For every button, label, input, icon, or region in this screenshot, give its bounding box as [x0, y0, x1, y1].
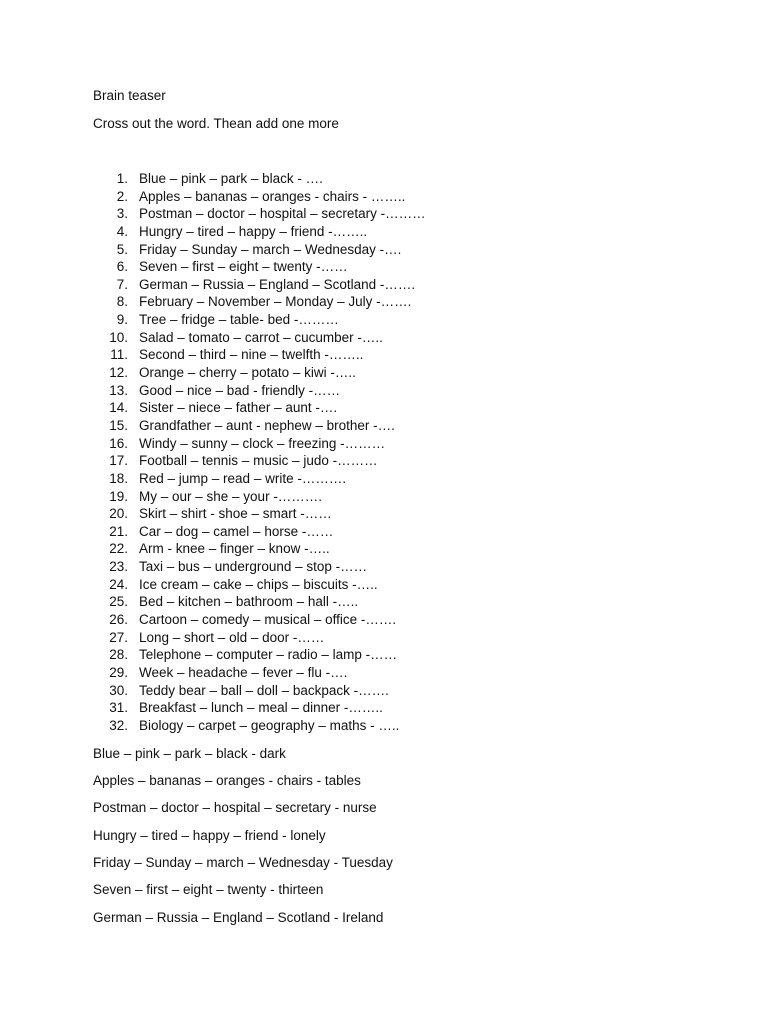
instruction-text: Cross out the word. Thean add one more: [93, 116, 339, 131]
list-item: [93, 329, 708, 347]
list-item: [93, 717, 708, 735]
list-item: [93, 576, 708, 594]
list-item-number: 18.: [109, 470, 128, 486]
list-item: [93, 435, 708, 453]
list-item: [93, 188, 708, 206]
list-item-text: February – November – Monday – July -…….: [139, 294, 412, 310]
list-item-number: 17.: [109, 453, 128, 469]
list-item-text: Postman – doctor – hospital – secretary -………: [139, 206, 426, 222]
list-item-text: Taxi – bus – underground – stop -……: [139, 559, 368, 575]
list-item: [93, 417, 708, 435]
list-item-text: Teddy bear – ball – doll – backpack -…….: [139, 682, 389, 698]
list-item-number: 31.: [109, 700, 128, 716]
list-item: [93, 646, 708, 664]
list-item-number: 4.: [116, 223, 128, 239]
list-item: [93, 664, 708, 682]
list-item-text: German – Russia – England – Scotland -…….: [139, 276, 416, 292]
list-item-number: 16.: [109, 435, 128, 451]
list-item-text: Hungry – tired – happy – friend -……..: [139, 223, 368, 239]
list-item: [93, 276, 708, 294]
list-item: [93, 699, 708, 717]
answer-line: Friday – Sunday – march – Wednesday - Tuesday: [93, 855, 393, 871]
list-item: [93, 629, 708, 647]
list-item-number: 5.: [116, 241, 128, 257]
list-item-text: Apples – bananas – oranges - chairs - ……..: [139, 188, 406, 204]
list-item-number: 21.: [109, 523, 128, 539]
list-item-number: 22.: [109, 541, 128, 557]
list-item-text: Biology – carpet – geography – maths - …..: [139, 717, 400, 733]
list-item-text: Orange – cherry – potato – kiwi -…..: [139, 365, 356, 381]
list-item-number: 1.: [116, 171, 128, 186]
answer-line: Postman – doctor – hospital – secretary - nurse: [93, 800, 377, 816]
list-item: [93, 205, 708, 223]
list-item-text: Breakfast – lunch – meal – dinner -……..: [139, 700, 383, 716]
document-page: [93, 87, 708, 936]
list-item-number: 27.: [109, 629, 128, 645]
list-item-text: My – our – she – your -……….: [139, 488, 323, 504]
list-item: [93, 170, 708, 188]
list-item-text: Arm - knee – finger – know -…..: [139, 541, 330, 557]
list-item-number: 23.: [109, 559, 128, 575]
list-item-number: 30.: [109, 682, 128, 698]
list-item-text: Ice cream – cake – chips – biscuits -…..: [139, 576, 378, 592]
list-item: [93, 399, 708, 417]
list-item-text: Tree – fridge – table- bed -………: [139, 312, 339, 328]
list-item-number: 8.: [116, 294, 128, 310]
list-item: [93, 346, 708, 364]
list-item: [93, 223, 708, 241]
list-item: [93, 311, 708, 329]
list-item-number: 12.: [109, 365, 128, 381]
list-item: [93, 452, 708, 470]
list-item: [93, 540, 708, 558]
list-item-text: Friday – Sunday – march – Wednesday -….: [139, 241, 402, 257]
list-item: [93, 523, 708, 541]
list-item-number: 20.: [109, 506, 128, 522]
answer-line: Seven – first – eight – twenty - thirteen: [93, 882, 324, 898]
list-item: [93, 488, 708, 506]
answer-line: Apples – bananas – oranges - chairs - tables: [93, 772, 361, 788]
list-item-text: Grandfather – aunt - nephew – brother -….: [139, 417, 395, 433]
list-item-text: Telephone – computer – radio – lamp -……: [139, 647, 398, 663]
list-item-number: 15.: [109, 417, 128, 433]
list-item-number: 6.: [116, 259, 128, 275]
list-item-text: Week – headache – fever – flu -….: [139, 664, 348, 680]
list-item-number: 28.: [109, 647, 128, 663]
list-item-number: 25.: [109, 594, 128, 610]
list-item-number: 7.: [116, 276, 128, 292]
list-item-text: Long – short – old – door -……: [139, 629, 325, 645]
answer-line: Blue – pink – park – black - dark: [93, 745, 286, 761]
list-item: [93, 364, 708, 382]
list-item-text: Blue – pink – park – black - ….: [139, 171, 323, 186]
list-item: [93, 505, 708, 523]
list-item-number: 2.: [116, 188, 128, 204]
list-item: [93, 611, 708, 629]
list-item: [93, 241, 708, 259]
list-item-text: Football – tennis – music – judo -………: [139, 453, 378, 469]
list-item: [93, 293, 708, 311]
list-item-text: Sister – niece – father – aunt -….: [139, 400, 338, 416]
list-item-number: 10.: [109, 329, 128, 345]
list-item-number: 9.: [116, 312, 128, 328]
list-item-text: Salad – tomato – carrot – cucumber -…..: [139, 329, 383, 345]
list-item-text: Good – nice – bad - friendly -……: [139, 382, 341, 398]
list-item-text: Second – third – nine – twelfth -……..: [139, 347, 364, 363]
list-item-number: 29.: [109, 664, 128, 680]
list-item-number: 24.: [109, 576, 128, 592]
list-item-text: Seven – first – eight – twenty -……: [139, 259, 348, 275]
list-item-number: 19.: [109, 488, 128, 504]
list-item-text: Windy – sunny – clock – freezing -………: [139, 435, 386, 451]
document-title: Brain teaser: [93, 88, 166, 103]
answer-line: German – Russia – England – Scotland - Ireland: [93, 909, 384, 925]
list-item-text: Skirt – shirt - shoe – smart -……: [139, 506, 332, 522]
list-item-number: 26.: [109, 612, 128, 628]
answer-line: Hungry – tired – happy – friend - lonely: [93, 827, 326, 843]
list-item: [93, 382, 708, 400]
answers-section: [93, 745, 708, 937]
list-item-number: 14.: [109, 400, 128, 416]
list-item: [93, 593, 708, 611]
list-item-text: Bed – kitchen – bathroom – hall -…..: [139, 594, 359, 610]
list-item-number: 32.: [109, 717, 128, 733]
list-item-text: Car – dog – camel – horse -……: [139, 523, 334, 539]
exercise-list: [93, 170, 708, 735]
list-item-number: 3.: [116, 206, 128, 222]
list-item: [93, 470, 708, 488]
list-item: [93, 558, 708, 576]
list-item: [93, 682, 708, 700]
list-item-number: 13.: [109, 382, 128, 398]
list-item-number: 11.: [110, 347, 128, 363]
list-item-text: Red – jump – read – write -……….: [139, 470, 347, 486]
list-item: [93, 258, 708, 276]
list-item-text: Cartoon – comedy – musical – office -…….: [139, 612, 397, 628]
